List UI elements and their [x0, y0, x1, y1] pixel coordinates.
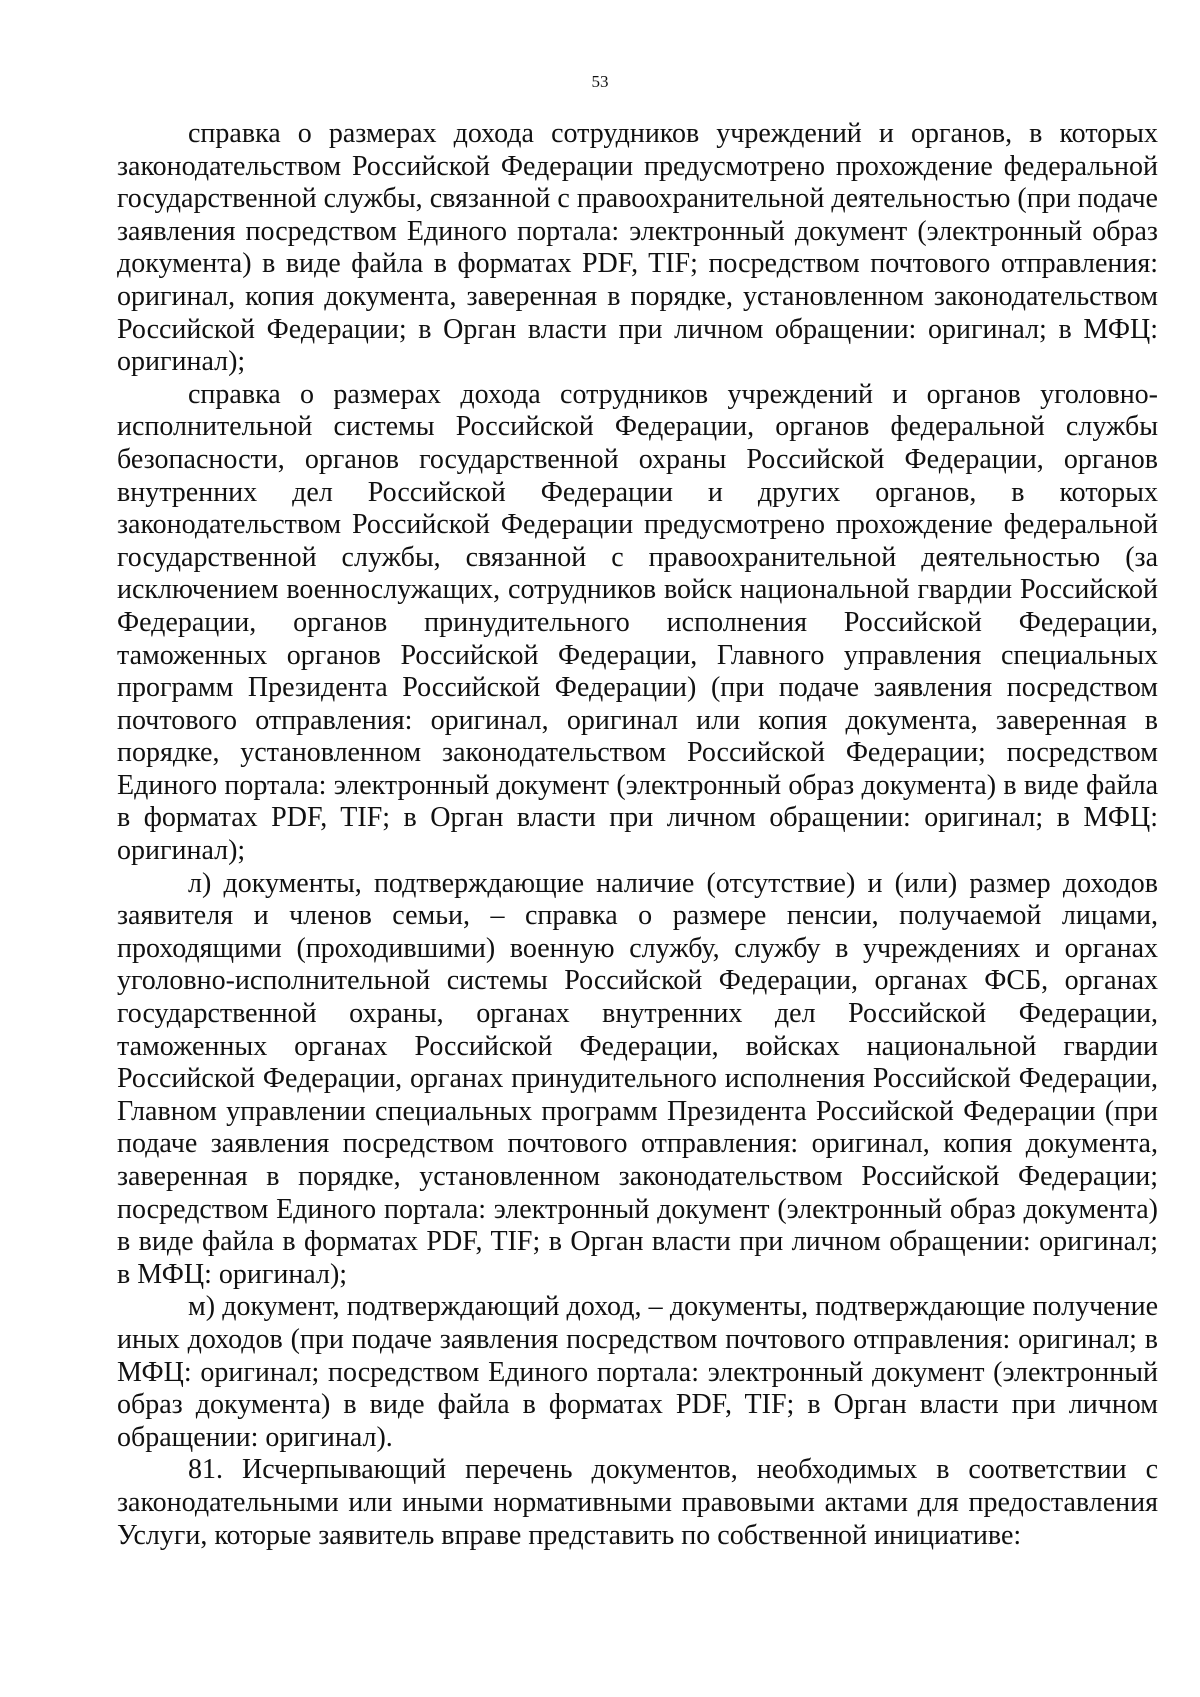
page-number: 53 [591, 72, 609, 91]
paragraph-income-certificate-penal-system: справка о размерах дохода сотрудников учреждений и органов уголовно-исполнительной системы Российской Федерации, органов федеральной службы безопасности, органов государственной охраны Российской Федерации, органов внутренних дел Российской Федерации и других органов, в которых законодательством Российской Федерации предусмотрено прохождение федеральной государственной службы, связанной с правоохранительной деятельностью (за исключением военнослужащих, сотрудников войск национальной гвардии Российской Федерации, органов принудительного исполнения Российской Федерации, таможенных органов Российской Федерации, Главного управления специальных программ Президента Российской Федерации) (при подаче заявления посредством почтового отправления: оригинал, оригинал или копия документа, заверенная в порядке, установленном законодательством Российской Федерации; посредством Единого портала: электронный документ (электронный образ документа) в виде файла в форматах PDF, TIF; в Орган власти при личном обращении: оригинал; в МФЦ: оригинал); [117, 378, 1158, 867]
paragraph-81-document-list: 81. Исчерпывающий перечень документов, необходимых в соответствии с законодательными или иными нормативными правовыми актами для предоставления Услуги, которые заявитель вправе представить по собственной инициативе: [117, 1454, 1158, 1551]
paragraph-item-l-pension-certificate: л) документы, подтверждающие наличие (отсутствие) и (или) размер доходов заявителя и членов семьи, – справка о размере пенсии, получаемой лицами, проходящими (проходившими) военную службу, службу в учреждениях и органах уголовно-исполнительной системы Российской Федерации, органах ФСБ, органах государственной охраны, органах внутренних дел Российской Федерации, таможенных органах Российской Федерации, войсках национальной гвардии Российской Федерации, органах принудительного исполнения Российской Федерации, Главном управлении специальных программ Президента Российской Федерации (при подаче заявления посредством почтового отправления: оригинал, копия документа, заверенная в порядке, установленном законодательством Российской Федерации; посредством Единого портала: электронный документ (электронный образ документа) в виде файла в форматах PDF, TIF; в Орган власти при личном обращении: оригинал; в МФЦ: оригинал); [117, 867, 1158, 1290]
paragraph-item-m-income-document: м) документ, подтверждающий доход, – документы, подтверждающие получение иных доходов (при подаче заявления посредством почтового отправления: оригинал; в МФЦ: оригинал; посредством Единого портала: электронный документ (электронный образ документа) в виде файла в форматах PDF, TIF; в Орган власти при личном обращении: оригинал). [117, 1291, 1158, 1453]
document-body [117, 118, 1158, 1552]
paragraph-income-certificate-law-enforcement: справка о размерах дохода сотрудников учреждений и органов, в которых законодательством Российской Федерации предусмотрено прохождение федеральной государственной службы, связанной с правоохранительной деятельностью (при подаче заявления посредством Единого портала: электронный документ (электронный образ документа) в виде файла в форматах PDF, TIF; посредством почтового отправления: оригинал, копия документа, заверенная в порядке, установленном законодательством Российской Федерации; в Орган власти при личном обращении: оригинал; в МФЦ: оригинал); [117, 118, 1158, 378]
